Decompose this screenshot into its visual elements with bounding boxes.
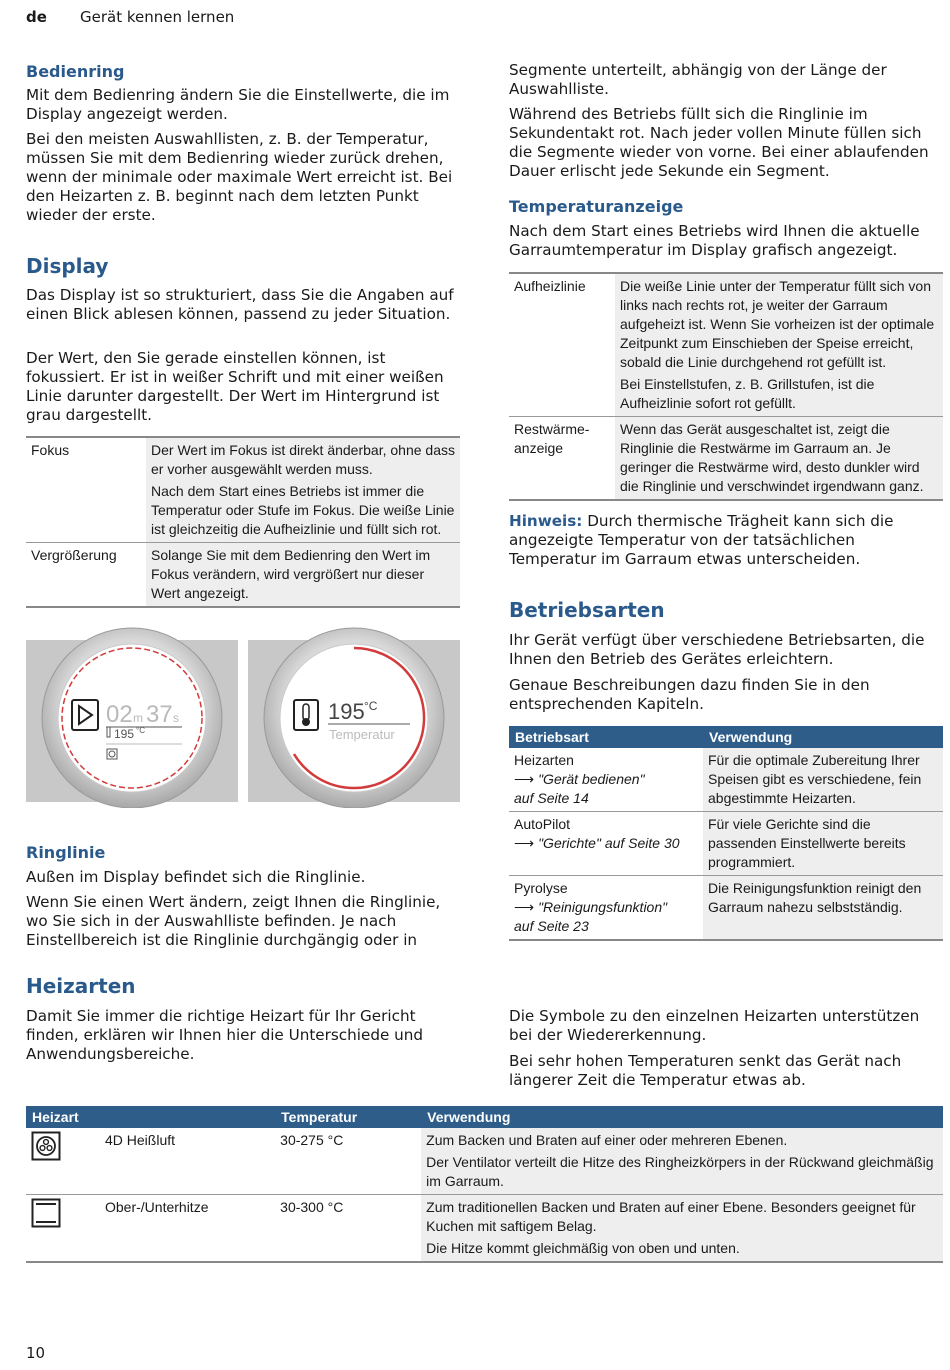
betriebsart-ref[interactable]: [514, 834, 698, 853]
ref-page[interactable]: auf Seite 14: [514, 790, 589, 806]
timer-min-unit: m: [133, 711, 143, 725]
ref-text[interactable]: "Gerichte" auf Seite 30: [538, 835, 680, 851]
top-bottom-heat-icon: [31, 1198, 61, 1228]
arrow-icon: ⟶: [514, 835, 535, 851]
temp-table-cell: [615, 273, 943, 417]
heizart-use-line: Die Hitze kommt gleichmäßig von oben und unten.: [426, 1240, 740, 1256]
heizart-use: [421, 1128, 943, 1195]
temperaturanzeige-heading: Temperaturanzeige: [509, 197, 684, 216]
right-dial-temp: 195: [328, 699, 365, 724]
betriebsart-ref[interactable]: [514, 898, 698, 917]
ringlinie-paragraph-1: Außen im Display befindet sich die Ringlinie.: [26, 868, 366, 886]
display-heading: Display: [26, 254, 109, 278]
betriebsart-use: Für viele Gerichte sind die passenden Einstellwerte bereits programmiert.: [703, 812, 943, 876]
display-table-line: Der Wert im Fokus ist direkt änderbar, ohne dass er vorher ausgewählt werden muss.: [151, 442, 455, 477]
hint-text: Durch thermische Trägheit kann sich die angezeigte Temperatur von der tatsächlichen Temperatur im Garraum etwas unterscheiden.: [509, 512, 894, 568]
heizart-col-header: Heizart: [26, 1106, 275, 1128]
heizart-col-header: Verwendung: [421, 1106, 943, 1128]
heizart-use-line: Der Ventilator verteilt die Hitze des Ringheizkörpers in der Rückwand gleichmäßig im Garraum.: [426, 1154, 934, 1189]
temp-table-line: Die weiße Linie unter der Temperatur füllt sich von links nach rechts rot, je weiter der Garraum aufgeheizt ist. Wenn Sie vorheizen ist der optimale Zeitpunkt zum Einschieben der Speise erreicht, sobald die Linie durchgehend rot gefüllt ist.: [620, 278, 935, 370]
display-table-cell: [146, 437, 460, 543]
ref-text[interactable]: "Gerät bedienen": [538, 771, 645, 787]
ref-text[interactable]: "Reinigungsfunktion": [538, 899, 668, 915]
betriebsart-cell: [509, 812, 703, 876]
temperaturanzeige-table: [509, 272, 943, 501]
display-table-label: Fokus: [26, 437, 146, 543]
ringlinie-paragraph-2: Wenn Sie einen Wert ändern, zeigt Ihnen die Ringlinie, wo Sie sich in der Auswahlliste befinden. Je nach Einstellbereich ist die Ringlinie durchgängig oder in: [26, 893, 441, 949]
betriebsart-use: Die Reinigungsfunktion reinigt den Garraum nahezu selbstständig.: [703, 876, 943, 941]
betriebsart-cell: [509, 876, 703, 941]
page-number: 10: [26, 1344, 46, 1362]
betriebsarten-col-header: Verwendung: [703, 726, 943, 748]
heizart-temp: 30-275 °C: [280, 1132, 344, 1148]
ringlinie-paragraph-3: Während des Betriebs füllt sich die Ringlinie im Sekundentakt rot. Nach jeder vollen Minute füllen sich die Segmente wieder von vorne. Bei einer ablaufenden Dauer erlischt jede Sekunde ein Segment.: [509, 105, 929, 180]
temp-table-label: Aufheizlinie: [509, 273, 615, 417]
display-table-line: Nach dem Start eines Betriebs ist immer die Temperatur oder Stufe im Fokus. Die weiße Linie ist gleichzeitig die Aufheizlinie und füllt sich rot.: [151, 483, 455, 537]
page-header-title: Gerät kennen lernen: [80, 8, 235, 26]
temperaturanzeige-paragraph-1: Nach dem Start eines Betriebs wird Ihnen die aktuelle Garraumtemperatur im Display grafisch angezeigt.: [509, 222, 920, 259]
display-table-line: Solange Sie mit dem Bedienring den Wert im Fokus verändern, wird vergrößert nur dieser Wert angezeigt.: [151, 547, 431, 601]
timer-minutes: 02: [106, 701, 133, 728]
heizarten-paragraph-1: Damit Sie immer die richtige Heizart für Ihr Gericht finden, erklären wir Ihnen hier die Unterschiede und Anwendungsbereiche.: [26, 1007, 424, 1063]
right-dial-label: Temperatur: [329, 727, 395, 742]
language-code: de: [26, 8, 47, 26]
betriebsart-ref[interactable]: [514, 770, 698, 789]
heizart-col-header: Temperatur: [275, 1106, 421, 1128]
heizart-use-line: Zum traditionellen Backen und Braten auf einer Ebene. Besonders geeignet für Kuchen mit saftigem Belag.: [426, 1199, 916, 1234]
heizart-icon-cell: [26, 1195, 100, 1263]
arrow-icon: ⟶: [514, 771, 535, 787]
temp-table-label: Restwärme-anzeige: [509, 417, 615, 501]
betriebsarten-col-header: Betriebsart: [509, 726, 703, 748]
heizart-icon-cell: [26, 1128, 100, 1195]
ringlinie-heading: Ringlinie: [26, 843, 106, 862]
heizarten-heading: Heizarten: [26, 974, 136, 998]
bedienring-heading: Bedienring: [26, 62, 125, 81]
heizart-use-line: Zum Backen und Braten auf einer oder mehreren Ebenen.: [426, 1132, 788, 1148]
ref-page[interactable]: auf Seite 23: [514, 918, 589, 934]
right-dial-temp-unit: °C: [364, 699, 378, 713]
fan-4d-icon: [31, 1131, 61, 1161]
display-table-label: Vergrößerung: [26, 543, 146, 608]
heizarten-paragraph-2: Die Symbole zu den einzelnen Heizarten unterstützen bei der Wiedererkennung.: [509, 1007, 920, 1044]
hint-paragraph: [509, 512, 941, 569]
betriebsarten-heading: Betriebsarten: [509, 598, 665, 622]
heizarten-paragraph-3: Bei sehr hohen Temperaturen senkt das Gerät nach längerer Zeit die Temperatur etwas ab.: [509, 1052, 902, 1089]
hint-label: Hinweis:: [509, 512, 583, 530]
temp-table-cell: [615, 417, 943, 501]
display-dials-illustration: [26, 626, 460, 808]
thermometer-bulb: [302, 718, 310, 726]
heizart-name: Ober-/Unterhitze: [100, 1195, 275, 1263]
temp-table-line: Wenn das Gerät ausgeschaltet ist, zeigt die Ringlinie die Restwärme im Garraum an. Je geringer die Restwärme wird, desto dunkler wird die Ringlinie und verschwindet irgendwann ganz.: [620, 421, 924, 494]
heizarten-table: [26, 1106, 943, 1263]
arrow-icon: ⟶: [514, 899, 535, 915]
betriebsart-use: Für die optimale Zubereitung Ihrer Speisen gibt es verschiedene, fein abgestimmte Heizarten.: [703, 748, 943, 812]
betriebsarten-paragraph-1: Ihr Gerät verfügt über verschiedene Betriebsarten, die Ihnen den Betrieb des Gerätes erleichtern.: [509, 631, 925, 668]
betriebsarten-table: [509, 726, 943, 941]
betriebsart-name: AutoPilot: [514, 816, 571, 832]
left-dial-temp: 195: [114, 727, 135, 741]
bedienring-paragraph-2: Bei den meisten Auswahllisten, z. B. der Temperatur, müssen Sie mit dem Bedienring wieder zurück drehen, wenn der minimale oder maximale Wert erreicht ist. Bei den Heizarten z. B. beginnt nach dem letzten Punkt wieder der erste.: [26, 130, 453, 224]
display-table-cell: [146, 543, 460, 608]
display-paragraph-1: Das Display ist so strukturiert, dass Sie die Angaben auf einen Blick ablesen können, passend zu jeder Situation.: [26, 286, 454, 323]
temp-table-line: Bei Einstellstufen, z. B. Grillstufen, ist die Aufheizlinie sofort rot gefüllt.: [620, 376, 875, 411]
timer-seconds: 37: [146, 701, 173, 728]
display-paragraph-2: Der Wert, den Sie gerade einstellen können, ist fokussiert. Er ist in weißer Schrift und mit einer weißen Linie darunter dargestellt. Der Wert im Hintergrund ist grau dargestellt.: [26, 349, 444, 424]
ringlinie-paragraph-2-cont: Segmente unterteilt, abhängig von der Länge der Auswahlliste.: [509, 61, 887, 98]
heizart-temp: 30-300 °C: [275, 1195, 421, 1263]
betriebsart-name: Pyrolyse: [514, 880, 568, 896]
betriebsart-cell: [509, 748, 703, 812]
heizart-use: [421, 1195, 943, 1263]
display-table: [26, 436, 460, 608]
betriebsart-name: Heizarten: [514, 752, 574, 768]
heizart-name: 4D Heißluft: [105, 1132, 176, 1148]
left-dial-temp-unit: °C: [136, 726, 145, 735]
bedienring-paragraph-1: Mit dem Bedienring ändern Sie die Einstellwerte, die im Display angezeigt werden.: [26, 86, 450, 123]
betriebsarten-paragraph-2: Genaue Beschreibungen dazu finden Sie in den entsprechenden Kapiteln.: [509, 676, 870, 713]
timer-sec-unit: s: [173, 711, 179, 725]
